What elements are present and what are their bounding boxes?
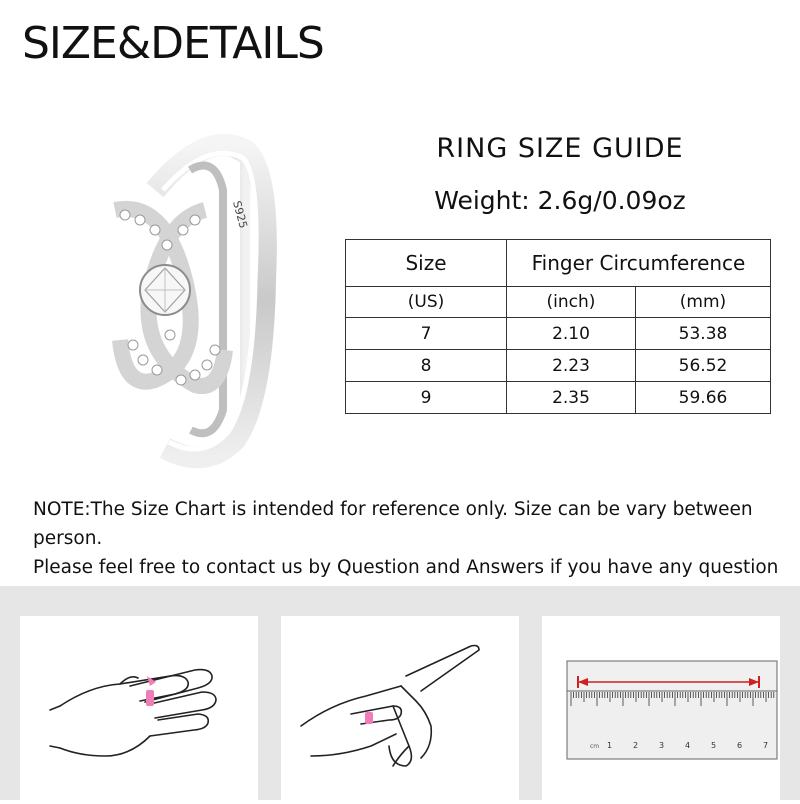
ruler-measure-icon [542,616,780,800]
size-cell: 8 [346,350,507,382]
size-cell: 9 [346,382,507,414]
page-title: SIZE&DETAILS [22,18,324,69]
size-cell: 7 [346,318,507,350]
note-line: NOTE:The Size Chart is intended for reference only. Size can be vary between person. [33,499,753,549]
table-unit-row [346,287,771,318]
ruler-tick-label: 7 [763,741,769,750]
ring-image [95,130,335,470]
ruler-tick-label: 5 [711,741,717,750]
table-row [346,318,771,350]
mm-cell: 56.52 [636,350,771,382]
ruler-unit: cm [590,743,600,750]
step-card-3 [542,616,780,800]
mm-cell: 59.66 [636,382,771,414]
ring-stamp: S925 [230,199,250,230]
ruler-tick-label: 6 [737,741,743,750]
unit-inch: (inch) [507,287,636,318]
table-header-row [346,240,771,287]
step-card-1 [20,616,258,800]
mm-cell: 53.38 [636,318,771,350]
step-card-2 [281,616,519,800]
hand-marking-string-icon [281,616,519,800]
table-row [346,350,771,382]
ruler-tick-label: 1 [607,741,613,750]
inch-cell: 2.35 [507,382,636,414]
note-line: Please feel free to contact us by Question and Answers if you have any question [33,557,779,578]
guide-title: RING SIZE GUIDE [436,133,684,164]
ruler-tick-label: 2 [633,741,639,750]
inch-cell: 2.10 [507,318,636,350]
unit-mm: (mm) [636,287,771,318]
table-row [346,382,771,414]
unit-us: (US) [346,287,507,318]
ruler-tick-label: 4 [685,741,691,750]
size-table [345,239,771,414]
size-header: Size [346,240,507,287]
ruler-tick-label: 3 [659,741,665,750]
measure-steps-panel [0,586,800,800]
circumference-header: Finger Circumference [507,240,771,287]
inch-cell: 2.23 [507,350,636,382]
hand-with-string-icon [20,616,258,800]
weight-text: Weight: 2.6g/0.09oz [434,186,686,215]
